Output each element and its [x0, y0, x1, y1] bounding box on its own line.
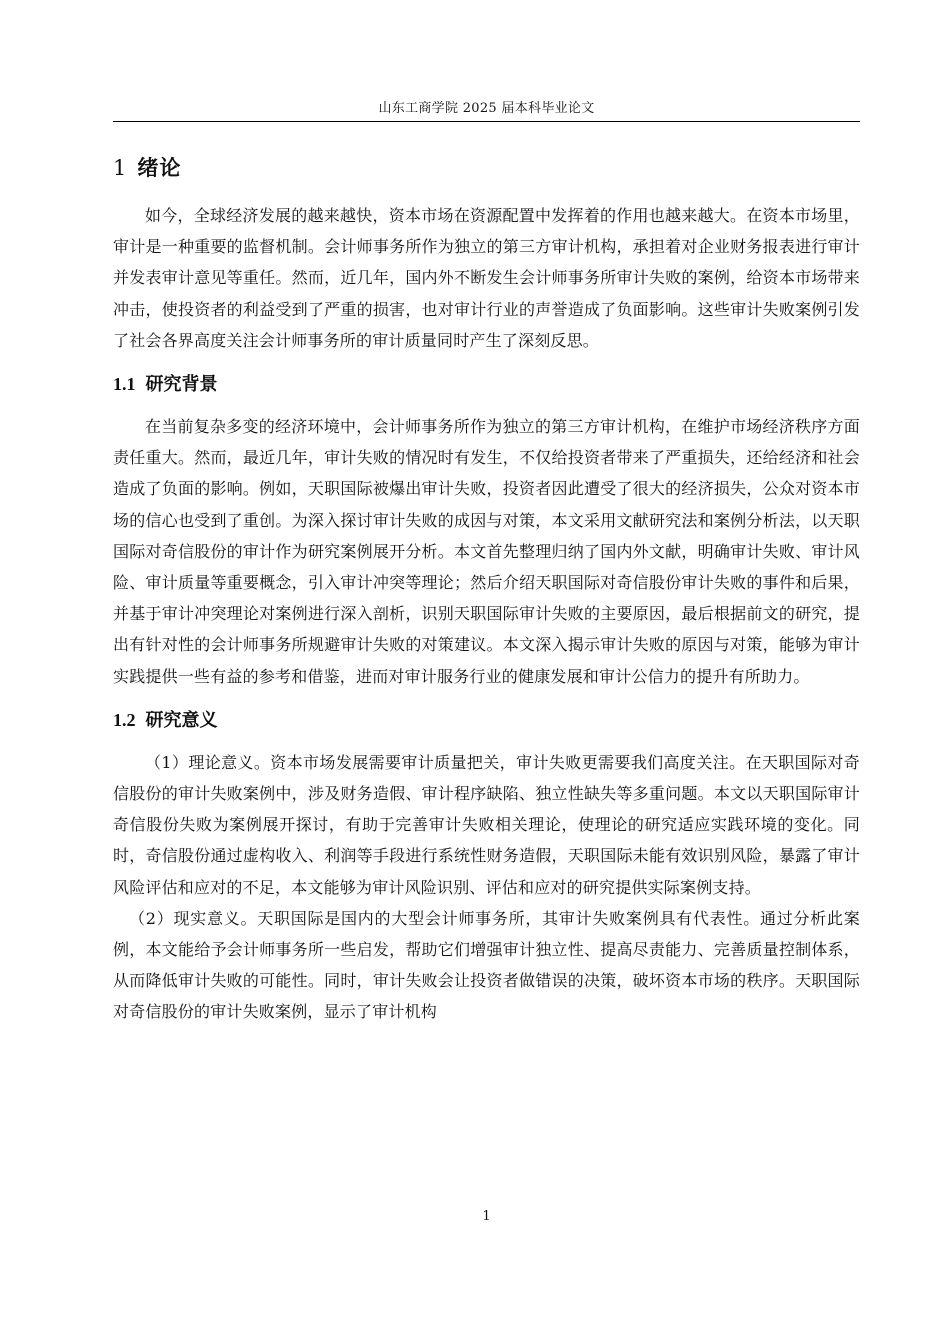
chapter-title: 绪论 — [137, 156, 182, 180]
section-number: 1.2 — [113, 709, 136, 730]
chapter-intro-paragraph: 如今，全球经济发展的越来越快，资本市场在资源配置中发挥着的作用也越来越大。在资本市场里，审计是一种重要的监督机制。会计师事务所作为独立的第三方审计机构，承担着对企业财务报表进行审计并发表审计意见等重任。然而，近几年，国内外不断发生会计师事务所审计失败的案例，给资本市场带来冲击，使投资者的利益受到了严重的损害，也对审计行业的声誉造成了负面影响。这些审计失败案例引发了社会各界高度关注会计师事务所的审计质量同时产生了深刻反思。 — [113, 206, 860, 350]
research-background-paragraph: 在当前复杂多变的经济环境中，会计师事务所作为独立的第三方审计机构，在维护市场经济秩序方面责任重大。然而，最近几年，审计失败的情况时有发生，不仅给投资者带来了严重损失，还给经济和社会造成了负面的影响。例如，天职国际被爆出审计失败，投资者因此遭受了很大的经济损失，公众对资本市场的信心也受到了重创。为深入探讨审计失败的成因与对策，本文采用文献研究法和案例分析法，以天职国际对奇信股份的审计作为研究案例展开分析。本文首先整理归纳了国内外文献，明确审计失败、审计风险、审计质量等重要概念，引入审计冲突等理论；然后介绍天职国际对奇信股份审计失败的事件和后果，并基于审计冲突理论对案例进行深入剖析，识别天职国际审计失败的主要原因，最后根据前文的研究，提出有针对性的会计师事务所规避审计失败的对策建议。本文深入揭示审计失败的原因与对策，能够为审计实践提供一些有益的参考和借鉴，进而对审计服务行业的健康发展和审计公信力的提升有所助力。 — [113, 417, 860, 686]
section-title: 研究背景 — [145, 374, 218, 396]
running-header: 山东工商学院 2025 届本科毕业论文 — [378, 101, 595, 116]
section-number: 1.1 — [113, 374, 136, 395]
header-divider — [113, 121, 860, 122]
section-heading-1-1 — [113, 366, 860, 403]
chapter-heading — [113, 150, 860, 186]
section-title: 研究意义 — [145, 709, 218, 731]
theoretical-significance-paragraph: （1）理论意义。资本市场发展需要审计质量把关，审计失败更需要我们高度关注。在天职国际对奇信股份的审计失败案例中，涉及财务造假、审计程序缺陷、独立性缺失等多重问题。本文以天职国际审计奇信股份失败为案例展开探讨，有助于完善审计失败相关理论，使理论的研究适应实践环境的变化。同时，奇信股份通过虚构收入、利润等手段进行系统性财务造假，天职国际未能有效识别风险，暴露了审计风险评估和应对的不足，本文能够为审计风险识别、评估和应对的研究提供实际案例支持。 — [113, 752, 860, 897]
page-content — [113, 150, 860, 1028]
page-number: 1 — [482, 1209, 491, 1224]
chapter-number: 1 — [113, 156, 128, 180]
section-heading-1-2 — [113, 702, 860, 739]
practical-significance-paragraph: （2）现实意义。天职国际是国内的大型会计师事务所，其审计失败案例具有代表性。通过分析此案例，本文能给予会计师事务所一些启发，帮助它们增强审计独立性、提高尽责能力、完善质量控制体系，从而降低审计失败的可能性。同时，审计失败会让投资者做错误的决策，破坏资本市场的秩序。天职国际对奇信股份的审计失败案例，显示了审计机构 — [113, 908, 860, 1022]
